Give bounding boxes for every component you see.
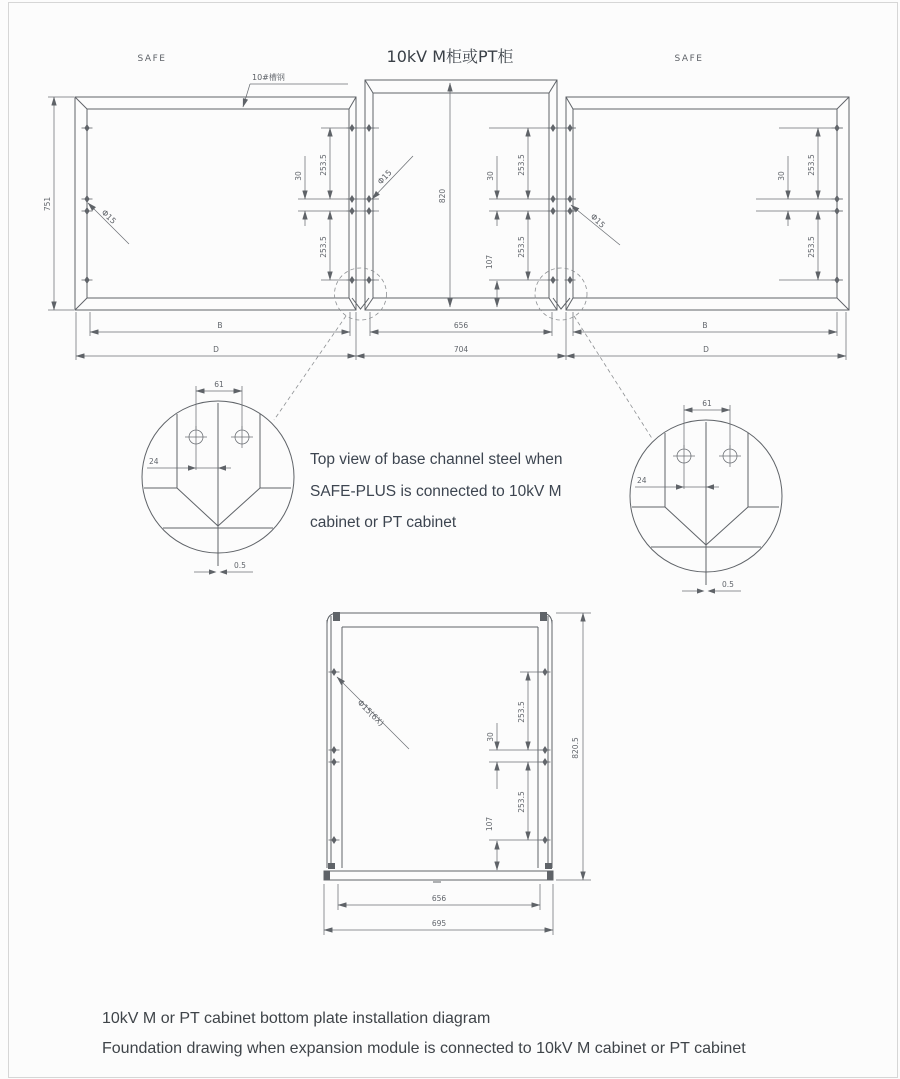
dim-cluster-bottom [485, 672, 549, 870]
hole-dia-6x-label: Φ15(6X) [355, 698, 386, 728]
dim-label: 704 [453, 345, 469, 354]
dim-label: 751 [43, 196, 52, 212]
column-foot [328, 863, 335, 869]
dim-label: 820.5 [571, 737, 580, 759]
mounting-holes [82, 124, 843, 284]
dim-label: 253.5 [517, 791, 526, 813]
hole-dia-callouts [88, 156, 620, 245]
corner-bracket [540, 612, 547, 621]
dim-label: 695 [431, 919, 447, 928]
bottom-plate-drawing [324, 612, 591, 935]
caption-line-1: 10kV M or PT cabinet bottom plate installation diagram [102, 1010, 491, 1027]
dim-label: D [213, 345, 219, 354]
dim-label: 656 [453, 321, 469, 330]
dim-751 [43, 97, 74, 310]
safe-label-left: SAFE [137, 54, 167, 64]
dim-label: D [703, 345, 709, 354]
dim-label: 253.5 [807, 236, 816, 258]
hole-dia-label-right: Φ15 [588, 211, 607, 230]
mounting-holes [329, 668, 551, 844]
dim-label: 0.5 [234, 561, 246, 570]
dim-widths [76, 312, 846, 360]
detail-note-text: Top view of base channel steel when SAFE-PLUS is connected to 10kV M cabinet or PT cabinet [310, 451, 563, 531]
channel-steel-label: 10#槽钢 [252, 73, 285, 82]
dim-label: 253.5 [517, 154, 526, 176]
dim-label: B [217, 321, 223, 330]
dim-cluster-right [756, 128, 843, 280]
dim-cluster-left [294, 128, 379, 280]
detail-marker-circle-right [535, 268, 587, 320]
dim-label: 107 [485, 254, 494, 270]
bottom-plate [324, 871, 553, 882]
safe-label-right: SAFE [674, 54, 704, 64]
corner-bracket [333, 612, 340, 621]
dim-label: 24 [149, 457, 159, 466]
dim-label: 820 [438, 188, 447, 204]
dim-label: 253.5 [807, 154, 816, 176]
dim-label: B [702, 321, 708, 330]
hole-dia-6x-callout [337, 677, 409, 749]
detail-view-right [630, 399, 782, 594]
top-view-drawing [43, 47, 849, 440]
dim-bottom-widths [324, 884, 553, 935]
hole-dia-label-center: Φ15 [375, 168, 394, 187]
dim-label: 0.5 [722, 580, 734, 589]
dim-label: 253.5 [517, 236, 526, 258]
dim-cluster-center [485, 128, 576, 307]
detail-dim-0_5 [194, 561, 253, 575]
caption-block [102, 1004, 900, 1064]
dim-820 [438, 83, 450, 307]
detail-dim-0_5 [682, 580, 741, 594]
dim-label: 30 [486, 171, 495, 181]
right-cabinet-outline [566, 97, 849, 310]
dim-label: 107 [485, 816, 494, 832]
detail-dim-61 [684, 399, 730, 448]
dim-label: 30 [777, 171, 786, 181]
dim-label: 30 [486, 732, 495, 742]
dim-label: 30 [294, 171, 303, 181]
dim-label: 656 [431, 894, 447, 903]
dim-label: 253.5 [319, 236, 328, 258]
dim-label: 24 [637, 476, 647, 485]
dim-820_5 [556, 613, 591, 880]
column-foot [545, 863, 552, 869]
detail-leader-left [274, 316, 346, 420]
dim-label: 253.5 [319, 154, 328, 176]
dim-label: 253.5 [517, 701, 526, 723]
channel-steel-callout [243, 72, 348, 107]
detail-view-left [142, 380, 294, 575]
detail-leader-right [574, 316, 653, 440]
caption-line-2: Foundation drawing when expansion module is connected to 10kV M cabinet or PT cabinet [102, 1040, 746, 1057]
hole-dia-label-left: Φ15 [99, 207, 118, 226]
detail-dim-61 [196, 380, 242, 429]
left-cabinet-outline [75, 97, 356, 310]
drawing-title: 10kV M柜或PT柜 [386, 47, 514, 66]
dim-label: 61 [702, 399, 712, 408]
dim-label: 61 [214, 380, 224, 389]
detail-marker-circle-left [335, 268, 387, 320]
